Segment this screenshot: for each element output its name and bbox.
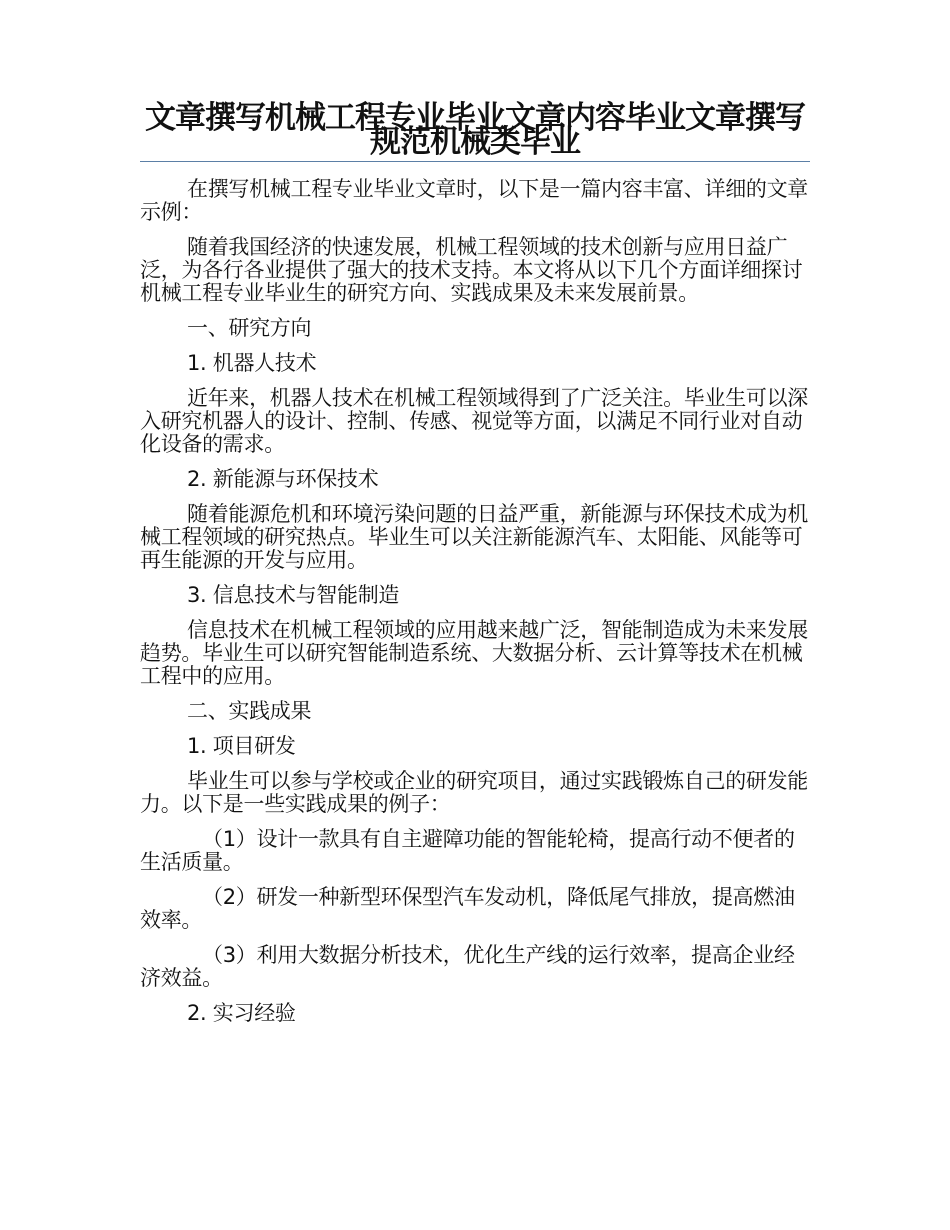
section-heading-research: 一、研究方向 [187,316,312,340]
list-item: （3）利用大数据分析技术，优化生产线的运行效率，提高企业经济效益。 [140,943,795,990]
subheading-robotics: 1. 机器人技术 [187,351,317,375]
list-item: （1）设计一款具有自主避障功能的智能轮椅，提高行动不便者的生活质量。 [140,827,795,874]
document-body [140,178,810,1037]
background-paragraph: 随着我国经济的快速发展，机械工程领域的技术创新与应用日益广泛，为各行各业提供了强大的技术支持。本文将从以下几个方面详细探讨机械工程专业毕业生的研究方向、实践成果及未来发展前景。 [140,235,803,305]
robotics-paragraph: 近年来，机器人技术在机械工程领域得到了广泛关注。毕业生可以深入研究机器人的设计、控制、传感、视觉等方面，以满足不同行业对自动化设备的需求。 [140,386,808,456]
subheading-smart-manufacturing: 3. 信息技术与智能制造 [187,583,400,607]
list-item: （2）研发一种新型环保型汽车发动机，降低尾气排放，提高燃油效率。 [140,885,795,932]
subheading-project-rd: 1. 项目研发 [187,734,296,758]
project-rd-paragraph: 毕业生可以参与学校或企业的研究项目，通过实践锻炼自己的研发能力。以下是一些实践成果的例子： [140,769,808,816]
title-underline [140,161,810,162]
section-heading-practice: 二、实践成果 [187,699,312,723]
new-energy-paragraph: 随着能源危机和环境污染问题的日益严重，新能源与环保技术成为机械工程领域的研究热点。毕业生可以关注新能源汽车、太阳能、风能等可再生能源的开发与应用。 [140,502,808,572]
smart-manufacturing-paragraph: 信息技术在机械工程领域的应用越来越广泛，智能制造成为未来发展趋势。毕业生可以研究智能制造系统、大数据分析、云计算等技术在机械工程中的应用。 [140,618,808,688]
intro-paragraph: 在撰写机械工程专业毕业文章时，以下是一篇内容丰富、详细的文章示例： [140,177,808,224]
subheading-internship: 2. 实习经验 [187,1001,296,1025]
subheading-new-energy: 2. 新能源与环保技术 [187,467,379,491]
document-title: 文章撰写机械工程专业毕业文章内容毕业文章撰写规范机械类毕业 [145,100,805,160]
